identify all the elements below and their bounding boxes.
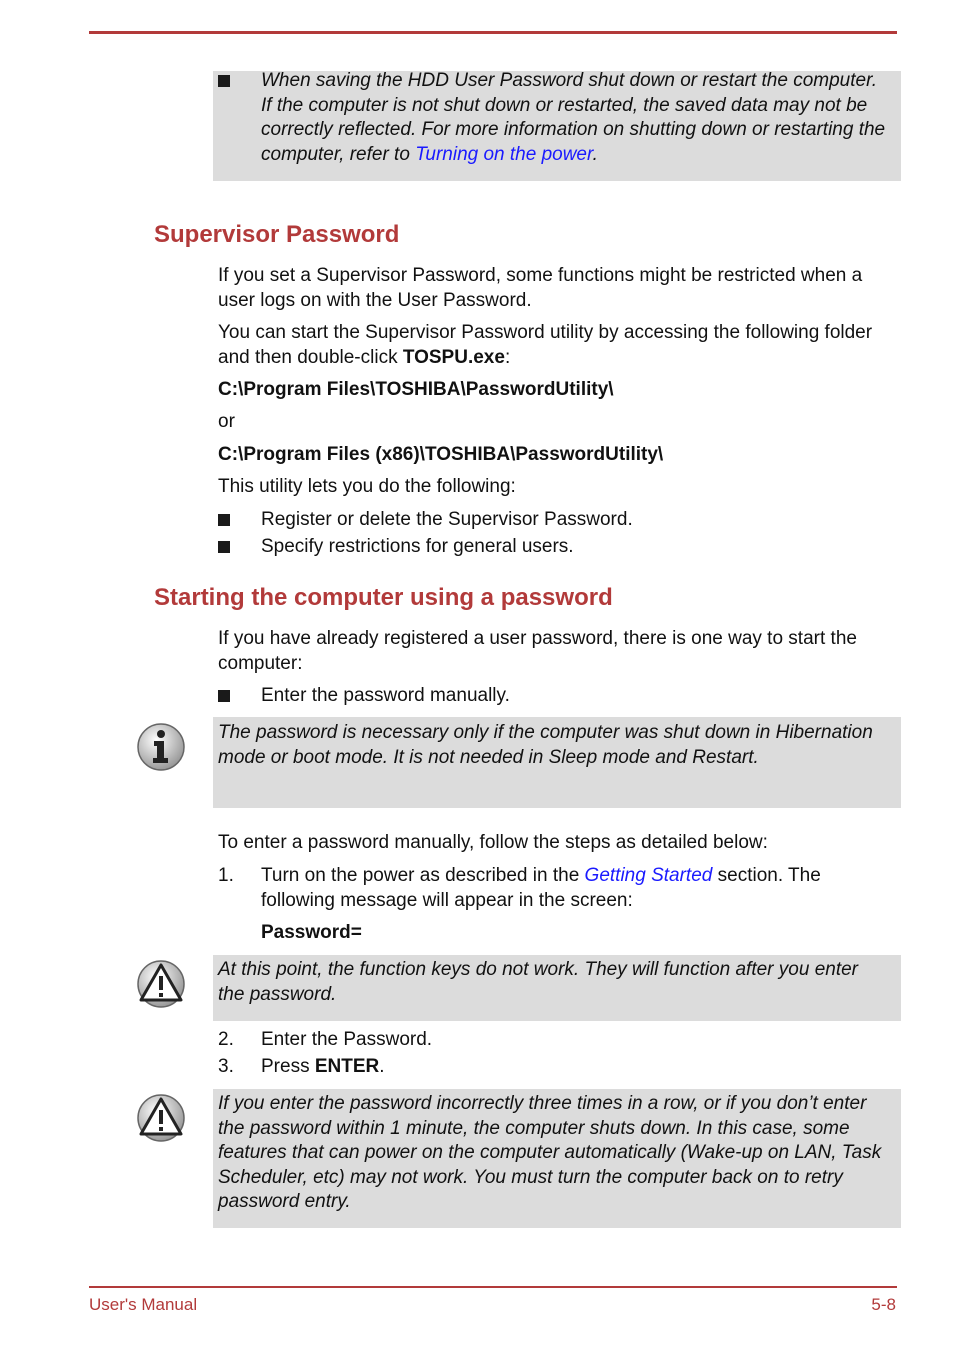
- step-number: 2.: [218, 1029, 234, 1050]
- starting-heading: Starting the computer using a password: [154, 584, 613, 611]
- list-bullet: [218, 690, 230, 702]
- getting-started-link[interactable]: Getting Started: [584, 865, 713, 886]
- step-1-text-end: section. The following message will appear in the screen:: [261, 865, 821, 911]
- or-text: or: [218, 411, 235, 432]
- info-icon: [135, 721, 187, 773]
- supervisor-heading: Supervisor Password: [154, 221, 400, 248]
- supervisor-paragraph-1: If you set a Supervisor Password, some functions might be restricted when a user logs on with the User Password.: [218, 265, 863, 311]
- note-text-part: When saving the HDD User Password shut down or restart the computer. If the computer is not shut down or restarted, the saved data may not be correctly reflected. For more information on shutting down or restarting the computer, refer to: [261, 70, 886, 165]
- note-bullet: [218, 75, 230, 87]
- supervisor-paragraph-2: [218, 321, 898, 370]
- warning-icon: [135, 1092, 187, 1144]
- warning-note-text: If you enter the password incorrectly three times in a row, or if you don’t enter the password within 1 minute, the computer shuts down. In this case, some features that can power on the computer automatically (Wake-up on LAN, Task Scheduler, etc) may not work. You must turn the computer back on to retry password entry.: [218, 1093, 882, 1212]
- p2-text: You can start the Supervisor Password utility by accessing the following folder and then double-click: [218, 322, 873, 368]
- step-1: [261, 864, 881, 913]
- warning-note-text: At this point, the function keys do not work. They will function after you enter the password.: [218, 959, 858, 1005]
- password-prompt: Password=: [261, 922, 362, 943]
- header-rule: [89, 31, 897, 34]
- note-text-end: .: [592, 143, 598, 165]
- footer-rule: [89, 1286, 897, 1288]
- path-2: C:\Program Files (x86)\TOSHIBA\PasswordUtility\: [218, 444, 664, 465]
- starting-paragraph-2: To enter a password manually, follow the steps as detailed below:: [218, 832, 768, 853]
- list-item: Specify restrictions for general users.: [261, 536, 574, 557]
- tospu-exe: TOSPU.exe: [402, 346, 505, 368]
- starting-paragraph-1: If you have already registered a user password, there is one way to start the computer:: [218, 628, 857, 674]
- info-note-text: The password is necessary only if the computer was shut down in Hibernation mode or boot mode. It is not needed in Sleep mode and Restart.: [218, 722, 873, 768]
- enter-key: ENTER: [314, 1056, 380, 1077]
- step-3-end: .: [379, 1056, 385, 1077]
- utility-intro: This utility lets you do the following:: [218, 476, 516, 497]
- turning-on-power-link[interactable]: Turning on the power: [415, 143, 593, 165]
- footer-title: User's Manual: [89, 1295, 198, 1314]
- step-number: 1.: [218, 865, 234, 886]
- p2-colon: :: [504, 346, 511, 368]
- warning-icon: [135, 958, 187, 1010]
- list-bullet: [218, 514, 230, 526]
- step-2: Enter the Password.: [261, 1029, 433, 1050]
- step-3: [261, 1055, 901, 1080]
- step-3-text: Press: [261, 1056, 315, 1077]
- list-item: Register or delete the Supervisor Password.: [261, 509, 633, 530]
- list-item: Enter the password manually.: [261, 685, 510, 706]
- step-1-text: Turn on the power as described in the: [261, 865, 585, 886]
- note-text: [261, 69, 891, 167]
- path-1: C:\Program Files\TOSHIBA\PasswordUtility\: [218, 379, 614, 400]
- step-number: 3.: [218, 1056, 234, 1077]
- page-number: 5-8: [871, 1295, 896, 1314]
- list-bullet: [218, 541, 230, 553]
